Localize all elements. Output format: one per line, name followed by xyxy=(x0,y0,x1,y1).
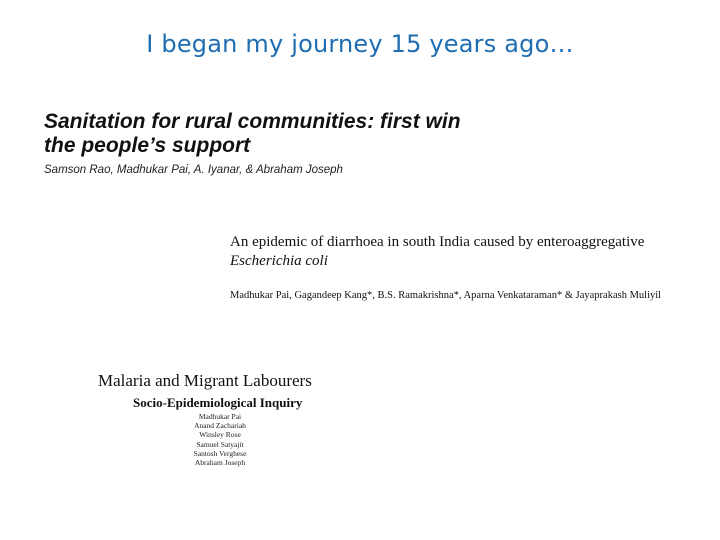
paper-title xyxy=(44,110,484,158)
author-name: Santosh Verghese xyxy=(193,448,247,458)
paper-title-line: An epidemic of diarrhoea in south India caused by enteroaggregative xyxy=(230,234,645,250)
author-name: Samuel Satyajit xyxy=(196,439,244,449)
paper-title xyxy=(230,233,700,271)
paper-title-line: Escherichia coli xyxy=(230,253,328,269)
author-name: Abraham Joseph xyxy=(194,458,246,468)
author-name: Winsley Rose xyxy=(199,430,241,440)
paper-title: Malaria and Migrant Labourers xyxy=(98,371,312,390)
slide-title: I began my journey 15 years ago… xyxy=(146,30,574,58)
paper-authors xyxy=(180,412,260,467)
paper-subtitle: Socio-Epidemiological Inquiry xyxy=(133,395,303,410)
paper-title-line: the people’s support xyxy=(44,134,251,157)
author-name: Anand Zachariah xyxy=(194,421,246,431)
paper-authors: Madhukar Pai, Gagandeep Kang*, B.S. Ramakrishna*, Aparna Venkataraman* & Jayaprakash Muliyil xyxy=(230,290,662,301)
paper-title-line: Sanitation for rural communities: first win xyxy=(44,110,461,133)
paper-authors: Samson Rao, Madhukar Pai, A. Iyanar, & Abraham Joseph xyxy=(44,164,343,176)
author-name: Madhukar Pai xyxy=(198,412,242,421)
